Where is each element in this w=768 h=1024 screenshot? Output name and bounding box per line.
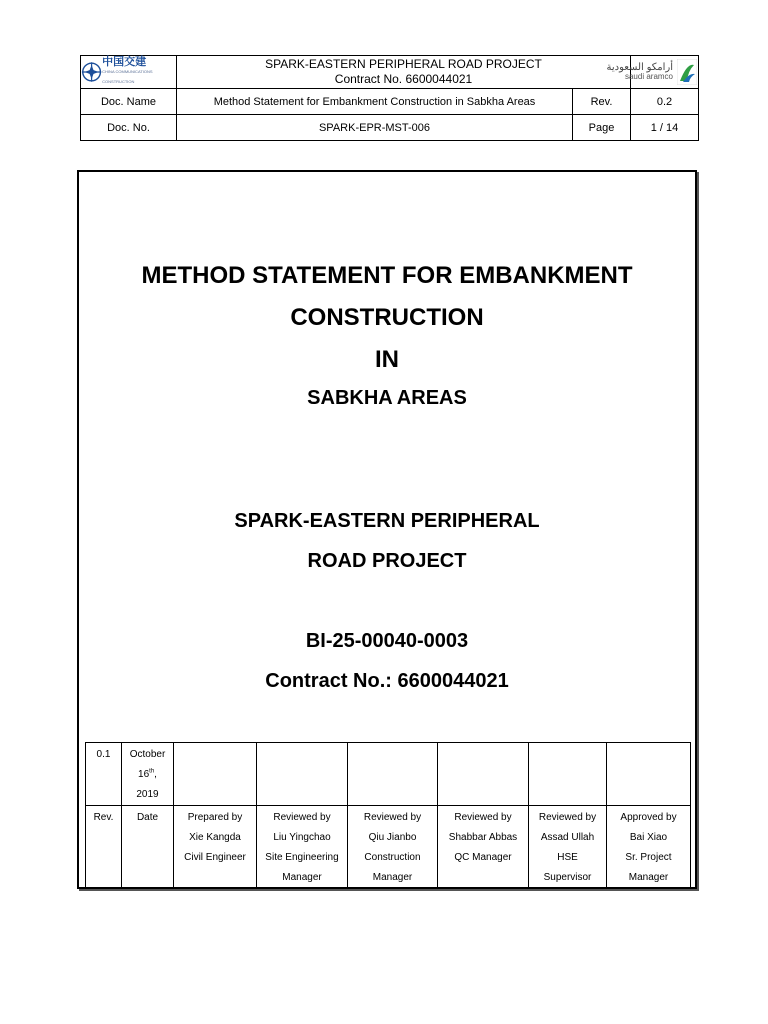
revision-row [86,743,691,806]
cover-title-line-1: METHOD STATEMENT FOR EMBANKMENT [141,262,633,289]
revision-signoff-table [85,742,691,889]
signature-cell-prepared [174,743,257,806]
aramco-logo-cell [606,56,699,89]
page-label: Page [573,115,631,141]
approver-cell: Approved by Bai Xiao Sr. Project Manager [607,806,691,889]
doc-name-value: Method Statement for Embankment Construction in Sabkha Areas [177,89,573,115]
project-title-cell [177,56,631,89]
revision-date-month: October [129,749,166,760]
reviewer-1-name: Liu Yingchao [273,832,331,843]
reviewer-4-cell: Reviewed by Assad Ullah HSE Supervisor [529,806,607,889]
document-header-table [80,55,699,141]
aramco-logo-icon [677,59,697,85]
doc-no-label: Doc. No. [81,115,177,141]
cover-title-line-4: SABKHA AREAS [307,387,467,409]
signature-cell-reviewed-3 [438,743,529,806]
cover-project-line-1: SPARK-EASTERN PERIPHERAL [234,510,540,532]
rev-value: 0.2 [631,89,699,115]
aramco-logo-text [606,63,673,81]
signoff-label-row [86,806,691,889]
signature-cell-approved [607,743,691,806]
aramco-logo-arabic: أرامكو السعودية [606,62,674,73]
approver-name: Bai Xiao [629,832,668,843]
cover-document-reference: BI-25-00040-0003 [305,630,469,652]
project-name: SPARK-EASTERN PERIPHERAL ROAD PROJECT [265,57,542,71]
cccc-logo-icon [81,60,102,84]
reviewer-2-cell: Reviewed by Qiu Jianbo Construction Manager [348,806,438,889]
preparer-name: Xie Kangda [189,832,241,843]
reviewer-2-name: Qiu Jianbo [368,832,417,843]
revision-number: 0.1 [86,743,122,806]
cccc-logo-cell [81,56,177,89]
cover-title-line-3: IN [375,346,399,373]
revision-date-year: 2019 [136,789,159,800]
prepared-by-cell: Prepared by Xie Kangda Civil Engineer [174,806,257,889]
aramco-logo-latin: saudi aramco [624,72,674,81]
signature-cell-reviewed-4 [529,743,607,806]
cccc-logo-chinese: 中国交建 [102,56,147,68]
reviewer-1-cell: Reviewed by Liu Yingchao Site Engineering Manager [257,806,348,889]
signature-cell-reviewed-1 [257,743,348,806]
cover-contract-number: Contract No.: 6600044021 [265,670,509,692]
preparer-role: Civil Engineer [184,852,246,863]
signature-cell-reviewed-2 [348,743,438,806]
contract-number: Contract No. 6600044021 [334,72,473,86]
reviewer-3-cell: Reviewed by Shabbar Abbas QC Manager [438,806,529,889]
date-column-label: Date [122,806,174,889]
cover-page-frame [77,170,697,889]
revision-date [122,743,174,806]
reviewer-3-name: Shabbar Abbas [448,832,518,843]
cover-project-line-2: ROAD PROJECT [307,550,467,572]
cccc-logo-subtitle: CHINA COMMUNICATIONS CONSTRUCTION [102,69,153,84]
cccc-logo-text [102,57,176,87]
revision-date-day: 16th, [138,768,157,780]
doc-no-value: SPARK-EPR-MST-006 [177,115,573,141]
rev-label: Rev. [573,89,631,115]
doc-name-label: Doc. Name [81,89,177,115]
cover-title-line-2: CONSTRUCTION [290,304,484,331]
reviewer-4-name: Assad Ullah [540,832,595,843]
rev-column-label: Rev. [86,806,122,889]
page-value: 1 / 14 [631,115,699,141]
